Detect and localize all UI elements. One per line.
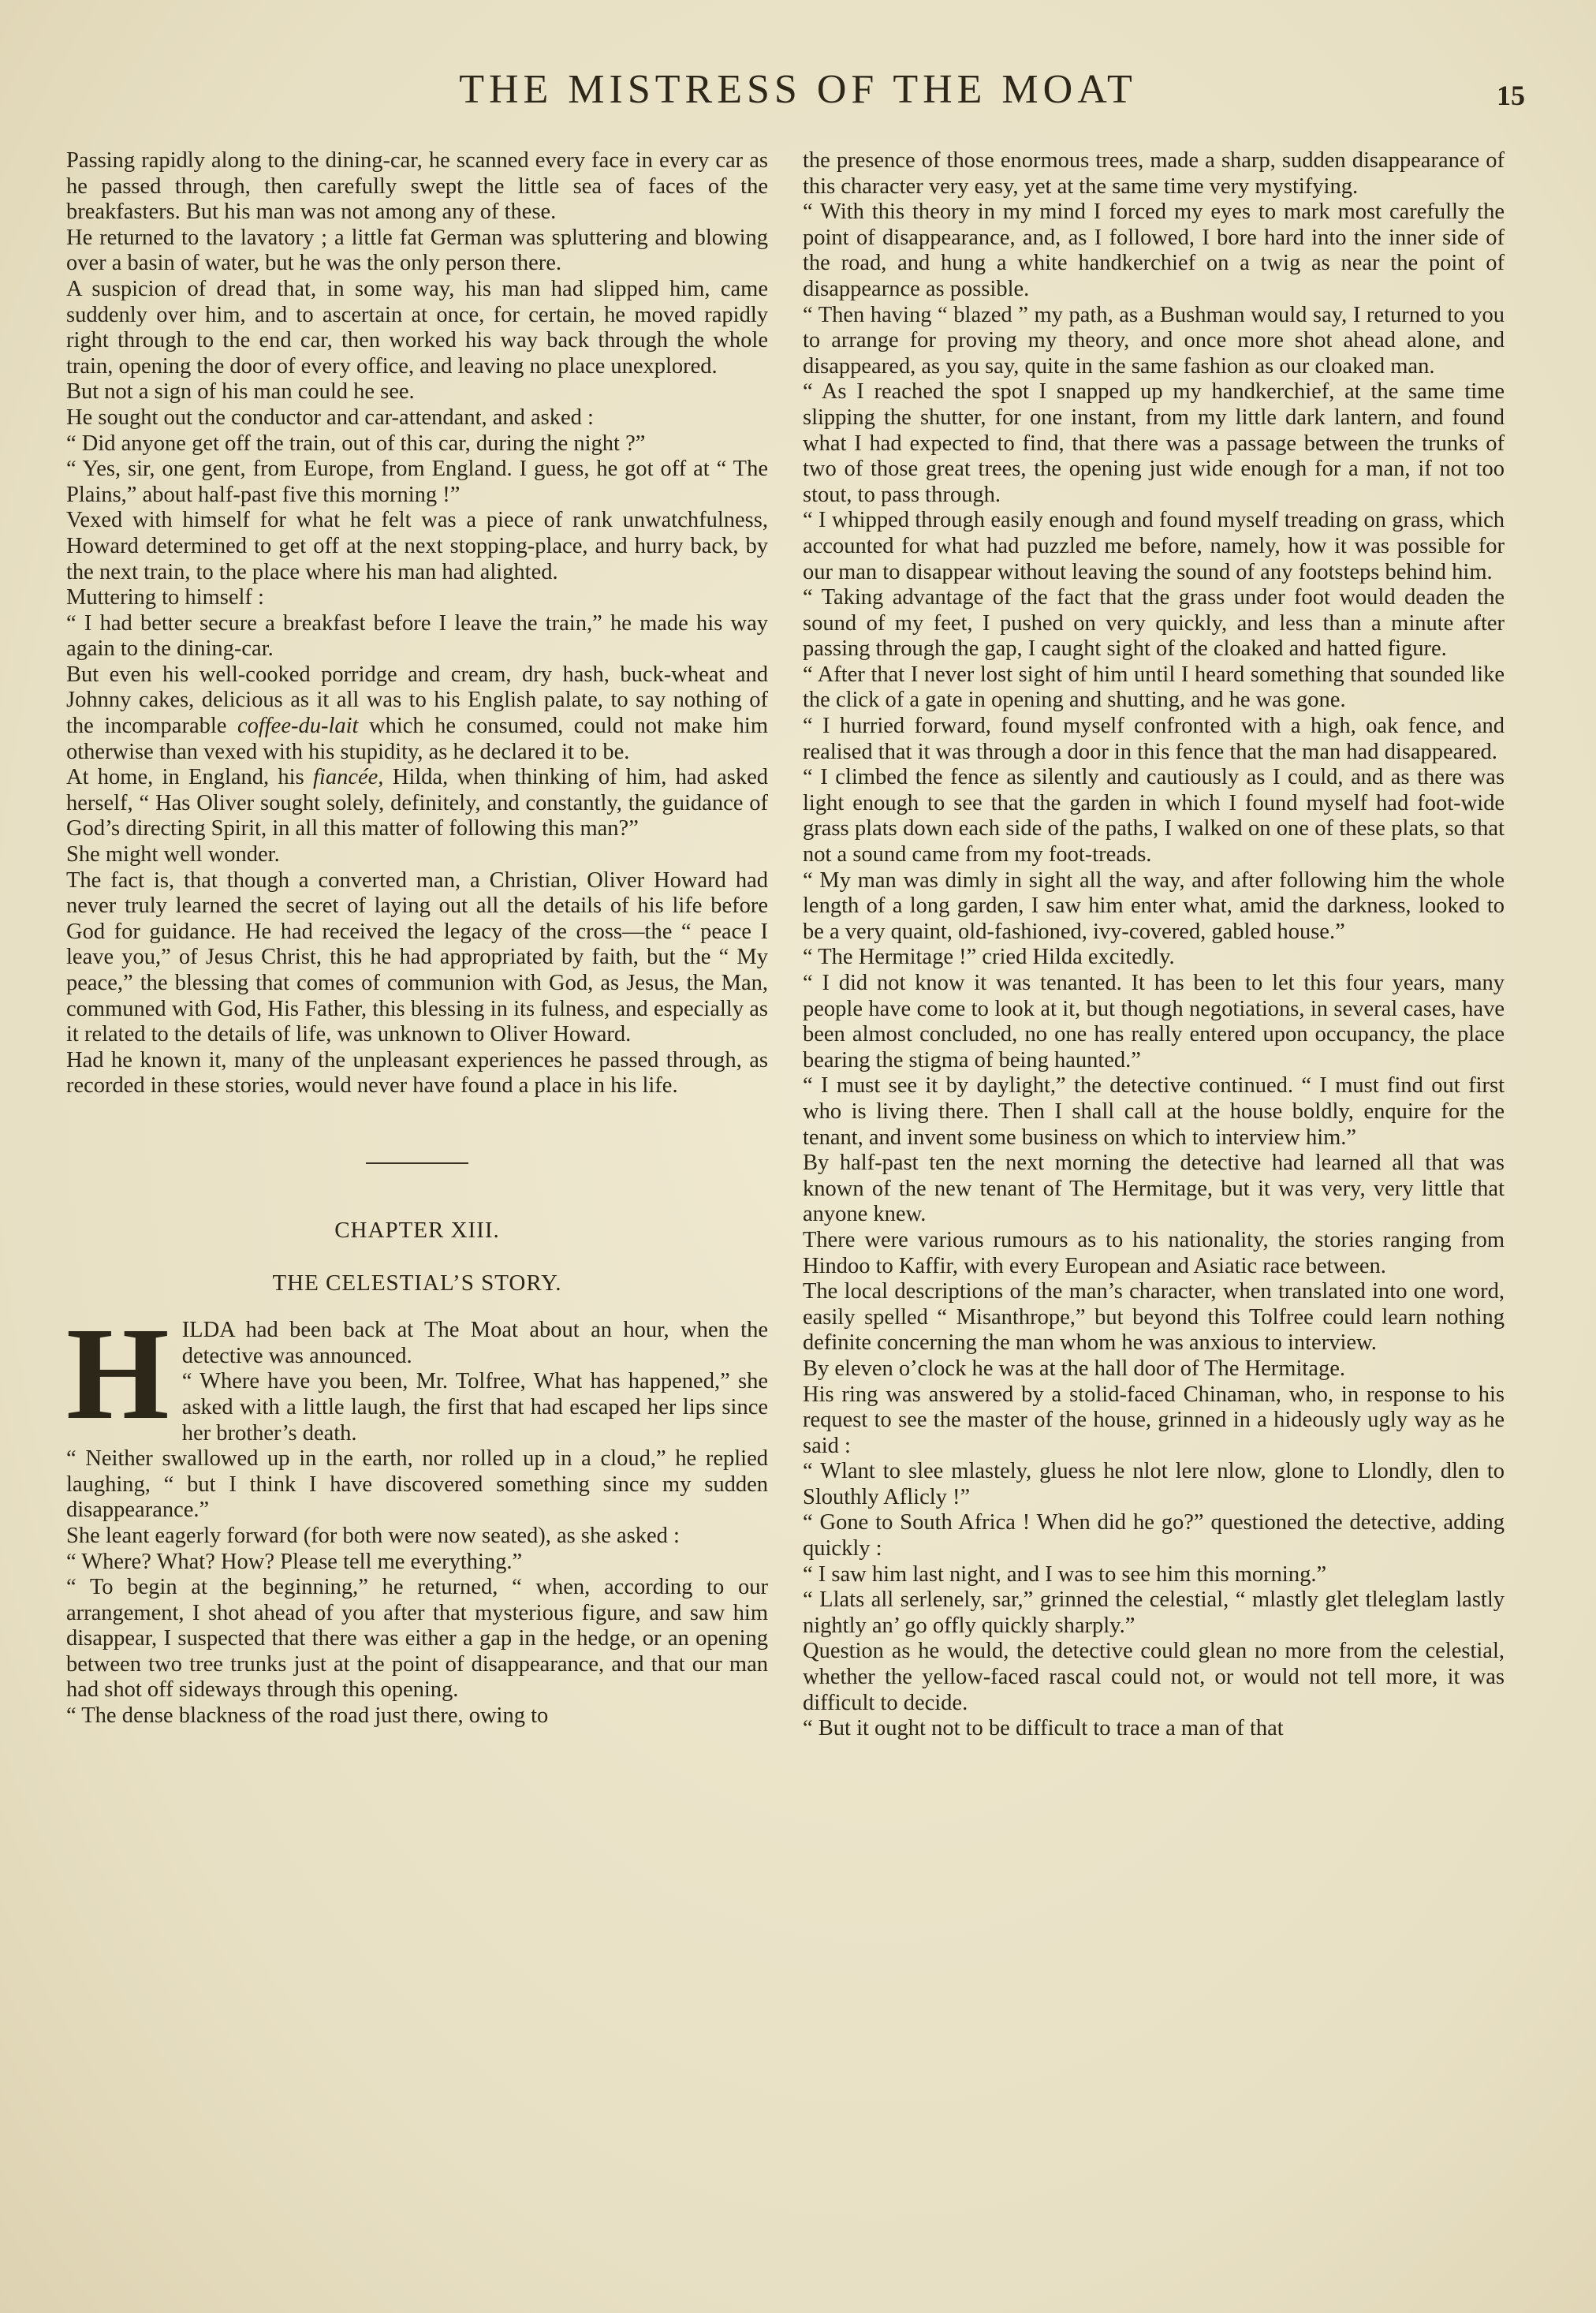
paragraph: ILDA had been back at The Moat about an hour, when the detective was announced. bbox=[181, 1318, 768, 1368]
paragraph: By eleven o’clock he was at the hall door of The Hermitage. bbox=[803, 1356, 1345, 1381]
paragraph: “ As I reached the spot I snapped up my handkerchief, at the same time slipping the shutter, for one instant, from my little dark lantern, and found what I had expected to find, that there was a passage between the trunks of two of those great trees, the opening just wide enough for a man, if not too stout, to pass through. bbox=[803, 379, 1505, 507]
paragraph: He sought out the conductor and car-attendant, and asked : bbox=[66, 405, 594, 430]
paragraph: “ Gone to South Africa ! When did he go?” questioned the detective, adding quickly : bbox=[803, 1510, 1505, 1561]
chapter-number: CHAPTER XIII. bbox=[334, 1217, 500, 1243]
paragraph bbox=[66, 662, 768, 765]
paragraph: “ I had better secure a breakfast before I leave the train,” he made his way again to the dining-car. bbox=[66, 610, 768, 662]
paragraph: The fact is, that though a converted man, a Christian, Oliver Howard had never truly learned the secret of laying out all the details of his life before God for guidance. He had received the legacy of the cross—the “ peace I leave you,” of Jesus Christ, this he had appropriated by faith, but the “ My peace,” the blessing that comes of communion with God, as Jesus, the Man, communed with God, His Father, this blessing in its fulness, and especially as it related to the details of life, was unknown to Oliver Howard. bbox=[66, 867, 768, 1047]
paragraph: By half-past ten the next morning the detective had learned all that was known of the new tenant of The Hermitage, but it was very, very little that anyone knew. bbox=[803, 1151, 1505, 1227]
paragraph: But not a sign of his man could he see. bbox=[66, 379, 415, 405]
text-run: which he consumed, could not make him otherwise than vexed with his stupidity, as he declared it to be. bbox=[66, 714, 769, 764]
paragraph: “ Where? What? How? Please tell me everything.” bbox=[66, 1549, 523, 1574]
paragraph: His ring was answered by a stolid-faced Chinaman, who, in response to his request to see the master of the house, grinned in a hideously ugly way as he said : bbox=[803, 1382, 1505, 1458]
paragraph: “ Yes, sir, one gent, from Europe, from England. I guess, he got off at “ The Plains,” about half-past five this morning !” bbox=[66, 457, 768, 507]
paragraph: “ But it ought not to be difficult to trace a man of that bbox=[803, 1716, 1284, 1741]
paragraph: “ I saw him last night, and I was to see him this morning.” bbox=[803, 1561, 1327, 1587]
paragraph: “ After that I never lost sight of him until I heard something that sounded like the click of a gate in opening and shutting, and he was gone. bbox=[803, 662, 1505, 713]
paragraph: Had he known it, many of the unpleasant experiences he passed through, as recorded in these stories, would never have found a place in his life. bbox=[66, 1047, 768, 1099]
paragraph: “ I must see it by daylight,” the detective continued. “ I must find out first who is living there. Then I shall call at the house boldly, enquire for the tenant, and invent some business on which to interview him.” bbox=[803, 1073, 1505, 1150]
paragraph: She might well wonder. bbox=[66, 842, 280, 867]
paragraph: There were various rumours as to his nationality, the stories ranging from Hindoo to Kaffir, with every European and Asiatic race between. bbox=[803, 1227, 1505, 1278]
paragraph: “ I climbed the fence as silently and cautiously as I could, and as there was light enough to see that the garden in which I found myself had foot-wide grass plats down each side of the paths, I walked on one of these plats, so that not a sound came from my foot-treads. bbox=[803, 765, 1505, 867]
paragraph: The local descriptions of the man’s character, when translated into one word, easily spelled “ Misanthrope,” but beyond this Tolfree could learn nothing definite concerning the man whom he was anxious to interview. bbox=[803, 1279, 1505, 1356]
paragraph: “ I did not know it was tenanted. It has been to let this four years, many people have come to look at it, but though negotiations, in several cases, have been almost concluded, no one has really entered upon occupancy, the place bearing the stigma of being haunted.” bbox=[803, 971, 1505, 1073]
paragraph bbox=[66, 765, 768, 842]
paragraph: “ Taking advantage of the fact that the grass under foot would deaden the sound of my feet, I pushed on very quickly, and less than a minute after passing through the gap, I caught sight of the cloaked and hatted figure. bbox=[803, 585, 1505, 662]
italic-term: fiancée, bbox=[313, 765, 384, 790]
drop-cap: H bbox=[66, 1300, 170, 1448]
left-column bbox=[66, 148, 768, 1729]
paragraph: “ Wlant to slee mlastely, gluess he nlot lere nlow, glone to Llondly, dlen to Slouthly Aflicly !” bbox=[803, 1459, 1505, 1509]
paragraph: She leant eagerly forward (for both were now seated), as she asked : bbox=[66, 1523, 680, 1548]
paragraph: “ Neither swallowed up in the earth, nor rolled up in a cloud,” he replied laughing, “ but I think I have discovered something since my sudden disappearance.” bbox=[66, 1446, 768, 1523]
paragraph: “ To begin at the beginning,” he returned, “ when, according to our arrangement, I shot ahead of you after that mysterious figure, and saw him disappear, I suspected that there was either a gap in the hedge, or an opening between two tree trunks just at the point of disappearance, and that our man had shot off sideways through this opening. bbox=[66, 1575, 768, 1703]
paragraph: “ My man was dimly in sight all the way, and after following him the whole length of a long garden, I saw him enter what, amid the darkness, looked to be a very quaint, old-fashioned, ivy-covered, gabled house.” bbox=[803, 867, 1505, 944]
paragraph: He returned to the lavatory ; a little fat German was spluttering and blowing over a basin of water, but he was the only person there. bbox=[66, 225, 768, 276]
paragraph: Passing rapidly along to the dining-car, he scanned every face in every car as he passed through, then carefully swept the little sea of faces of the breakfasters. But his man was not among any of these. bbox=[66, 148, 768, 225]
section-divider bbox=[366, 1162, 468, 1164]
paragraph: “ The dense blackness of the road just there, owing to bbox=[66, 1703, 549, 1729]
paragraph: “ Llats all serlenely, sar,” grinned the celestial, “ mlastly glet tleleglam lastly nightly an’ go offly quickly sharply.” bbox=[803, 1587, 1505, 1638]
paragraph: “ Did anyone get off the train, out of this car, during the night ?” bbox=[66, 431, 646, 456]
chapter-title: THE CELESTIAL’S STORY. bbox=[272, 1270, 562, 1296]
paragraph: “ I whipped through easily enough and found myself treading on grass, which accounted for what had puzzled me before, namely, how it was possible for our man to disappear without leaving the sound of any footsteps behind him. bbox=[803, 508, 1505, 584]
paragraph: Vexed with himself for what he felt was a piece of rank unwatchfulness, Howard determined to get off at the next stopping-place, and hurry back, by the next train, to the place where his man had alighted. bbox=[66, 508, 768, 584]
paragraph: Question as he would, the detective could glean no more from the celestial, whether the yellow-faced rascal could not, or would not tell more, it was difficult to decide. bbox=[803, 1639, 1505, 1715]
paragraph: “ The Hermitage !” cried Hilda excitedly. bbox=[803, 945, 1175, 970]
text-run: But even his well-cooked porridge and cream, dry hash, buck-wheat and Johnny cakes, delicious as it all was to his English palate, to say nothing of the incomparable bbox=[66, 662, 768, 739]
chapter-opening bbox=[66, 1300, 768, 1448]
page-number: 15 bbox=[1497, 80, 1525, 111]
paragraph: “ Then having “ blazed ” my path, as a Bushman would say, I returned to you to arrange for proving my theory, and once more shot ahead alone, and disappeared, as you say, quite in the same fashion as our cloaked man. bbox=[803, 302, 1505, 379]
italic-term: coffee-du-lait bbox=[237, 714, 359, 739]
paragraph: “ Where have you been, Mr. Tolfree, What has happened,” she asked with a little laugh, the first that had escaped her lips since her brother’s death. bbox=[181, 1369, 768, 1446]
text-run: Hilda, when thinking of him, had asked herself, “ Has Oliver sought solely, definitely, and constantly, the guidance of God’s directing Spirit, in all this matter of following this man?” bbox=[66, 765, 769, 841]
paragraph: the presence of those enormous trees, made a sharp, sudden disappearance of this character very easy, yet at the same time very mystifying. bbox=[803, 148, 1505, 199]
paragraph: “ I hurried forward, found myself confronted with a high, oak fence, and realised that it was through a door in this fence that the man had disappeared. bbox=[803, 714, 1505, 764]
paragraph: Muttering to himself : bbox=[66, 585, 264, 610]
text-run: At home, in England, his bbox=[66, 765, 304, 790]
paragraph: “ With this theory in my mind I forced my eyes to mark most carefully the point of disappearance, and, as I followed, I bore hard into the inner side of the road, and hung a white handkerchief on a twig as near the point of disappearnce as possible. bbox=[803, 200, 1505, 301]
paragraph: A suspicion of dread that, in some way, his man had slipped him, came suddenly over him, and to ascertain at once, for certain, he moved rapidly right through to the end car, then worked his way back through the whole train, opening the door of every office, and leaving no place unexplored. bbox=[66, 276, 768, 379]
running-title: THE MISTRESS OF THE MOAT bbox=[459, 67, 1137, 112]
right-column bbox=[803, 148, 1505, 1742]
